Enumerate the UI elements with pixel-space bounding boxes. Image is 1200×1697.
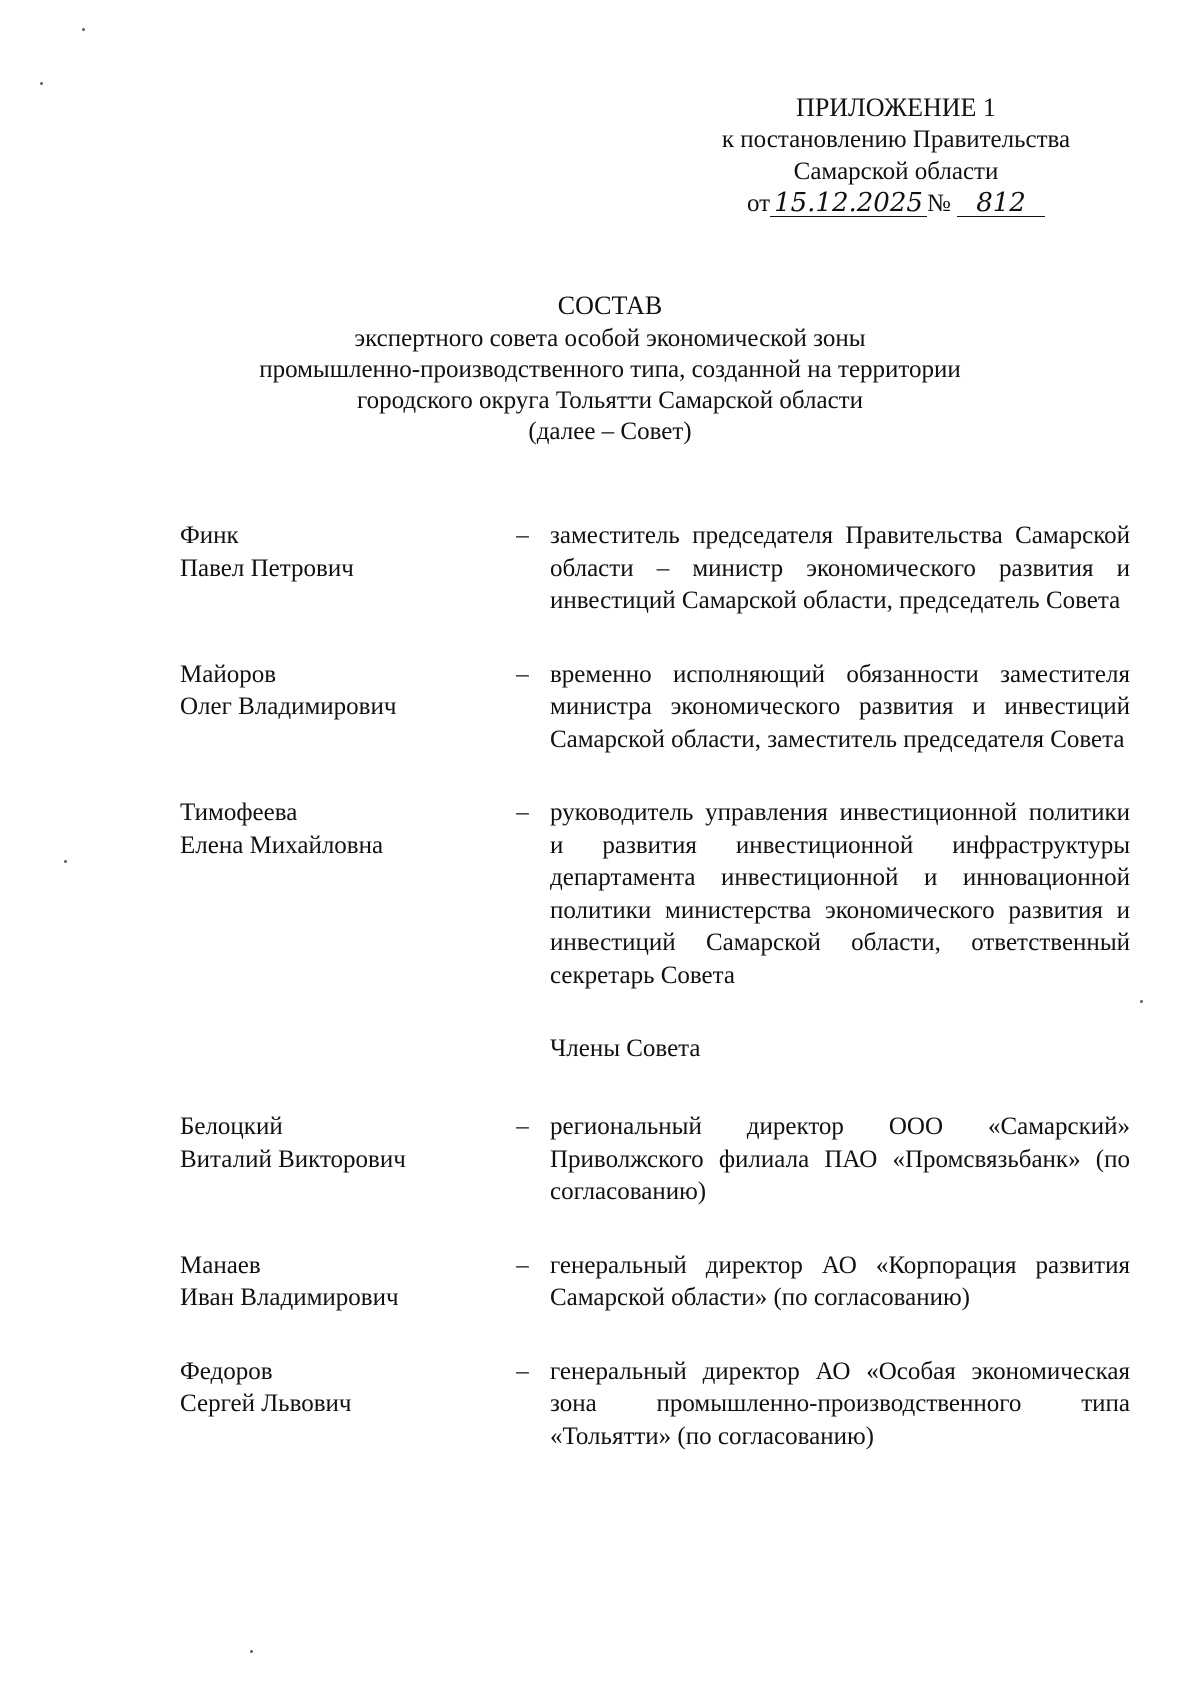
list-item	[180, 659, 1130, 757]
heading-title: СОСТАВ	[557, 291, 663, 320]
heading-line3: городского округа Тольятти Самарской области	[356, 387, 863, 414]
date-prefix: от	[746, 190, 771, 217]
appendix-line2: Самарской области	[793, 158, 999, 185]
heading-line2: промышленно-производственного типа, созданной на территории	[259, 356, 961, 383]
member-surname: Манаев	[180, 1251, 261, 1279]
member-given-name: Сергей Львович	[180, 1390, 352, 1417]
member-role: генеральный директор АО «Особая экономическая зона промышленно-производственного типа «Тольятти» (по согласованию)	[550, 1357, 1130, 1450]
dash: –	[516, 660, 529, 688]
member-surname: Тимофеева	[180, 799, 298, 826]
document-heading	[220, 290, 1000, 447]
list-item	[180, 1111, 1130, 1209]
council-list	[180, 520, 1130, 1494]
member-role: заместитель председателя Правительства Самарской области – министр экономического развития и инвестиций Самарской области, председатель Совета	[550, 522, 1130, 614]
appendix-date-line	[666, 188, 1126, 220]
member-given-name: Виталий Викторович	[180, 1145, 406, 1173]
member-given-name: Елена Михайловна	[180, 831, 384, 859]
member-surname: Федоров	[180, 1357, 273, 1385]
handwritten-number: 812	[957, 190, 1045, 217]
list-item	[180, 1250, 1130, 1315]
member-surname: Майоров	[180, 660, 277, 688]
member-name	[180, 797, 495, 862]
appendix-line1: к постановлению Правительства	[721, 126, 1071, 153]
handwritten-date: 15.12.2025	[770, 190, 927, 217]
dash: –	[516, 522, 529, 549]
member-role: генеральный директор АО «Корпорация развития Самарской области» (по согласованию)	[550, 1251, 1130, 1311]
members-section-label: Члены Совета	[550, 1035, 701, 1062]
member-name	[180, 520, 495, 585]
appendix-block	[666, 92, 1126, 220]
heading-line4: (далее – Совет)	[528, 418, 692, 445]
member-role: руководитель управления инвестиционной политики и развития инвестиционной инфраструктуры департамента инвестиционной и инновационной политики министерства экономического развития и инвестиций Самарской области, ответственный секретарь Совета	[550, 799, 1130, 989]
list-item	[180, 1356, 1130, 1454]
member-role: региональный директор ООО «Самарский» Приволжского филиала ПАО «Промсвязьбанк» (по согласованию)	[550, 1113, 1130, 1205]
dash: –	[516, 1357, 529, 1385]
dash: –	[516, 1113, 529, 1140]
member-given-name: Павел Петрович	[180, 554, 354, 582]
dash: –	[516, 1251, 529, 1279]
heading-line1: экспертного совета особой экономической зоны	[354, 325, 866, 352]
member-given-name: Олег Владимирович	[180, 693, 397, 720]
appendix-title: ПРИЛОЖЕНИЕ 1	[796, 93, 996, 122]
member-name	[180, 659, 495, 724]
member-given-name: Иван Владимирович	[180, 1284, 399, 1311]
number-label: №	[926, 190, 951, 217]
member-surname: Белоцкий	[180, 1113, 283, 1140]
dash: –	[516, 799, 529, 826]
member-role: временно исполняющий обязанности заместителя министра экономического развития и инвестиций Самарской области, заместитель председателя Совета	[550, 660, 1130, 753]
member-name	[180, 1356, 495, 1421]
member-name	[180, 1111, 495, 1176]
list-item	[180, 520, 1130, 618]
member-name	[180, 1250, 495, 1315]
member-surname: Финк	[180, 522, 239, 549]
list-item	[180, 797, 1130, 992]
